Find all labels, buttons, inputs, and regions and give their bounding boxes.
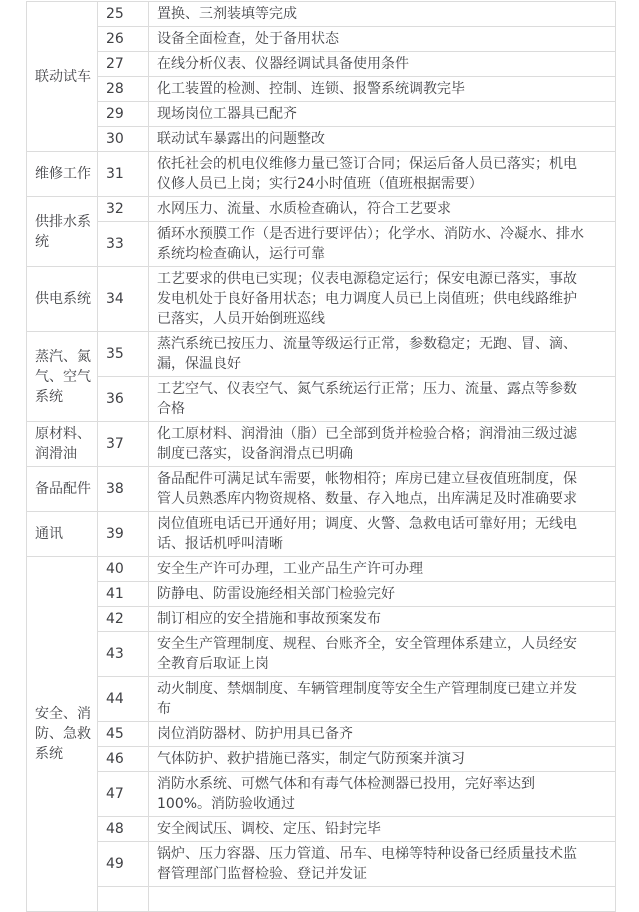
table-row — [27, 512, 616, 557]
checklist-table-body — [27, 2, 616, 912]
row-desc-cell: 在线分析仪表、仪器经调试具备使用条件 — [149, 52, 616, 77]
row-desc-cell: 气体防护、救护措施已落实，制定气防预案并演习 — [149, 747, 616, 772]
table-row — [27, 842, 616, 887]
row-number-cell: 27 — [98, 52, 149, 77]
table-row — [27, 52, 616, 77]
row-number-cell: 36 — [98, 377, 149, 422]
row-desc-cell: 置换、三剂装填等完成 — [149, 2, 616, 27]
row-number-cell: 42 — [98, 607, 149, 632]
table-row — [27, 582, 616, 607]
category-cell: 供电系统 — [27, 267, 98, 332]
row-number-cell: 35 — [98, 332, 149, 377]
row-desc-cell: 备品配件可满足试车需要，帐物相符；库房已建立昼夜值班制度，保管人员熟悉库内物资规格、数量、存入地点，出库满足及时准确要求 — [149, 467, 616, 512]
row-desc-cell: 水网压力、流量、水质检查确认，符合工艺要求 — [149, 197, 616, 222]
row-desc-cell — [149, 887, 616, 912]
row-number-cell: 30 — [98, 127, 149, 152]
row-desc-cell: 化工装置的检测、控制、连锁、报警系统调教完毕 — [149, 77, 616, 102]
table-row — [27, 557, 616, 582]
row-number-cell: 28 — [98, 77, 149, 102]
category-cell: 备品配件 — [27, 467, 98, 512]
row-desc-cell: 依托社会的机电仪维修力量已签订合同；保运后备人员已落实；机电仪修人员已上岗；实行24小时值班（值班根据需要） — [149, 152, 616, 197]
row-desc-cell: 联动试车暴露出的问题整改 — [149, 127, 616, 152]
row-number-cell: 29 — [98, 102, 149, 127]
row-number-cell: 25 — [98, 2, 149, 27]
table-row — [27, 377, 616, 422]
row-number-cell: 41 — [98, 582, 149, 607]
row-number-cell: 26 — [98, 27, 149, 52]
row-desc-cell: 岗位消防器材、防护用具已备齐 — [149, 722, 616, 747]
table-row — [27, 102, 616, 127]
row-number-cell — [98, 887, 149, 912]
row-number-cell: 44 — [98, 677, 149, 722]
row-number-cell: 34 — [98, 267, 149, 332]
row-number-cell: 43 — [98, 632, 149, 677]
row-number-cell: 46 — [98, 747, 149, 772]
category-cell: 维修工作 — [27, 152, 98, 197]
table-row — [27, 772, 616, 817]
row-desc-cell: 安全生产许可办理，工业产品生产许可办理 — [149, 557, 616, 582]
row-desc-cell: 岗位值班电话已开通好用；调度、火警、急救电话可靠好用；无线电话、报话机呼叫清晰 — [149, 512, 616, 557]
table-row — [27, 467, 616, 512]
row-desc-cell: 防静电、防雷设施经相关部门检验完好 — [149, 582, 616, 607]
row-desc-cell: 设备全面检查，处于备用状态 — [149, 27, 616, 52]
table-row — [27, 422, 616, 467]
row-number-cell: 40 — [98, 557, 149, 582]
row-desc-cell: 循环水预膜工作（是否进行要评估）；化学水、消防水、冷凝水、排水系统均检查确认，运行可靠 — [149, 222, 616, 267]
table-row — [27, 677, 616, 722]
row-number-cell: 32 — [98, 197, 149, 222]
row-number-cell: 49 — [98, 842, 149, 887]
row-desc-cell: 安全阀试压、调校、定压、铅封完毕 — [149, 817, 616, 842]
table-row — [27, 887, 616, 912]
checklist-page — [0, 1, 639, 912]
category-cell: 安全、消防、急救系统 — [27, 557, 98, 912]
row-desc-cell: 消防水系统、可燃气体和有毒气体检测器已投用，完好率达到100%。消防验收通过 — [149, 772, 616, 817]
row-desc-cell: 工艺空气、仪表空气、氮气系统运行正常；压力、流量、露点等参数合格 — [149, 377, 616, 422]
category-cell: 联动试车 — [27, 2, 98, 152]
table-row — [27, 607, 616, 632]
row-number-cell: 33 — [98, 222, 149, 267]
table-row — [27, 722, 616, 747]
row-desc-cell: 制订相应的安全措施和事故预案发布 — [149, 607, 616, 632]
row-number-cell: 31 — [98, 152, 149, 197]
table-row — [27, 817, 616, 842]
row-desc-cell: 现场岗位工器具已配齐 — [149, 102, 616, 127]
table-row — [27, 222, 616, 267]
table-row — [27, 27, 616, 52]
table-row — [27, 332, 616, 377]
category-cell: 原材料、润滑油 — [27, 422, 98, 467]
table-row — [27, 77, 616, 102]
row-desc-cell: 化工原材料、润滑油（脂）已全部到货并检验合格；润滑油三级过滤制度已落实，设备润滑点已明确 — [149, 422, 616, 467]
category-cell: 蒸汽、氮气、空气系统 — [27, 332, 98, 422]
row-number-cell: 37 — [98, 422, 149, 467]
row-desc-cell: 蒸汽系统已按压力、流量等级运行正常，参数稳定；无跑、冒、滴、漏，保温良好 — [149, 332, 616, 377]
row-desc-cell: 工艺要求的供电已实现；仪表电源稳定运行；保安电源已落实，事故发电机处于良好备用状态；电力调度人员已上岗值班；供电线路维护已落实，人员开始倒班巡线 — [149, 267, 616, 332]
category-cell: 通讯 — [27, 512, 98, 557]
row-desc-cell: 安全生产管理制度、规程、台账齐全，安全管理体系建立，人员经安全教育后取证上岗 — [149, 632, 616, 677]
table-row — [27, 197, 616, 222]
row-number-cell: 48 — [98, 817, 149, 842]
table-row — [27, 267, 616, 332]
category-cell: 供排水系统 — [27, 197, 98, 267]
table-row — [27, 152, 616, 197]
table-row — [27, 127, 616, 152]
row-number-cell: 39 — [98, 512, 149, 557]
table-row — [27, 747, 616, 772]
row-desc-cell: 动火制度、禁烟制度、车辆管理制度等安全生产管理制度已建立并发布 — [149, 677, 616, 722]
checklist-table — [26, 1, 616, 912]
row-desc-cell: 锅炉、压力容器、压力管道、吊车、电梯等特种设备已经质量技术监督管理部门监督检验、登记并发证 — [149, 842, 616, 887]
row-number-cell: 45 — [98, 722, 149, 747]
table-row — [27, 632, 616, 677]
row-number-cell: 47 — [98, 772, 149, 817]
row-number-cell: 38 — [98, 467, 149, 512]
table-row — [27, 2, 616, 27]
